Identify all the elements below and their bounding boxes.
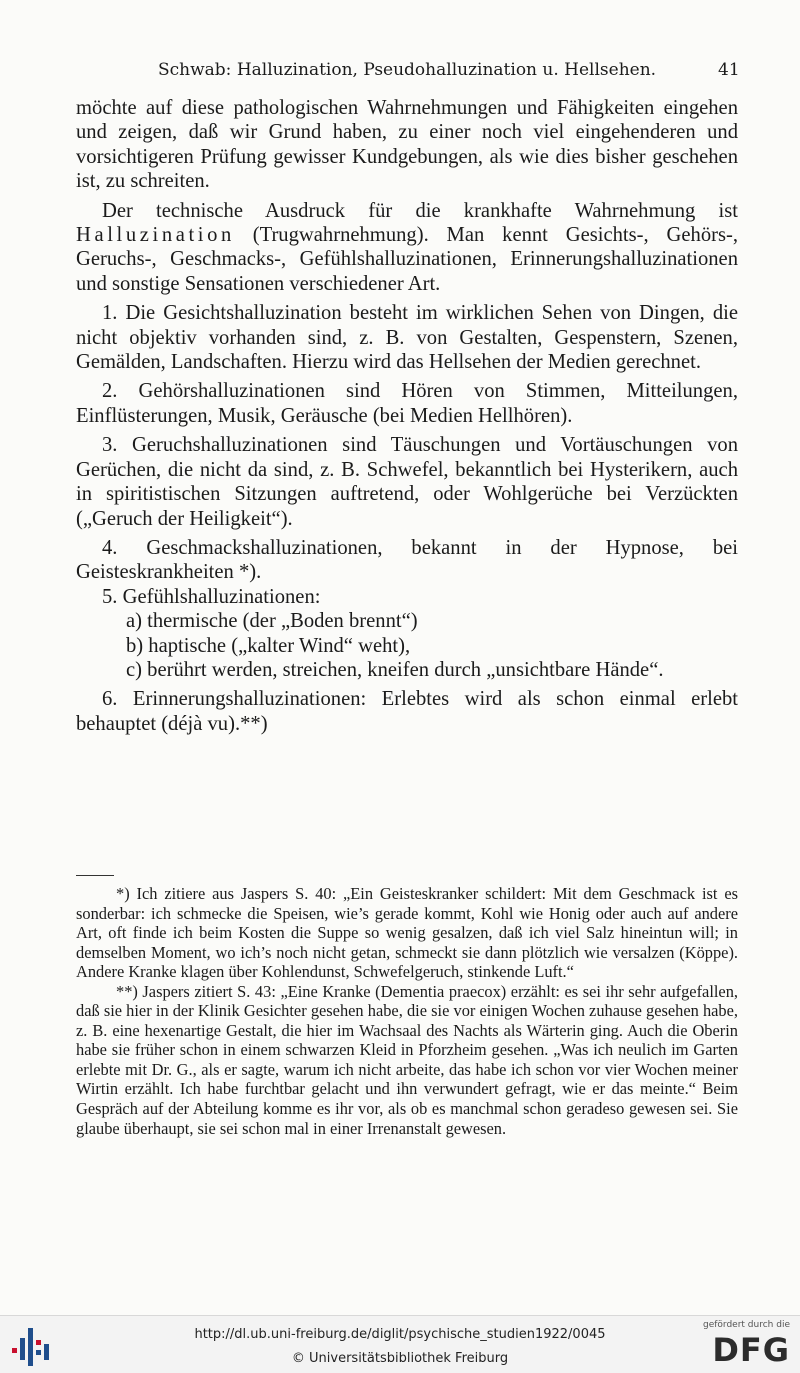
body-text bbox=[76, 96, 738, 736]
emphasized-term: Halluzination bbox=[76, 224, 235, 247]
permalink[interactable]: http://dl.ub.uni-freiburg.de/diglit/psychische_studien1922/0045 bbox=[194, 1327, 606, 1342]
funder-note: gefördert durch die bbox=[703, 1320, 790, 1330]
copyright: © Universitätsbibliothek Freiburg bbox=[291, 1351, 509, 1366]
subitem-c: c) berührt werden, streichen, kneifen durch „unsichtbare Hände“. bbox=[126, 658, 664, 681]
subitem-a: a) thermische (der „Boden brennt“) bbox=[126, 610, 418, 633]
paragraph-definition: Der technische Ausdruck für die krankhafte Wahrnehmung ist Halluzination (Trugwahrnehmung). Man kennt Gesichts-, Gehörs-, Geruchs-, Geschmacks-, Gefühlshalluzinationen, Erinnerungshalluzinationen und sonstige Sensationen verschiedener Art. bbox=[76, 199, 738, 295]
footnote-rule bbox=[76, 875, 114, 876]
item-4: 4. Geschmackshalluzinationen, bekannt in der Hypnose, bei Geisteskrankheiten *). bbox=[76, 536, 738, 584]
item-1: 1. Die Gesichtshalluzination besteht im wirklichen Sehen von Dingen, die nicht objektiv vorhanden sind, z. B. von Gestalten, Gespenstern, Szenen, Gemälden, Landschaften. Hierzu wird das Hellsehen der Medien gerechnet. bbox=[76, 302, 738, 374]
item-6: 6. Erinnerungshalluzinationen: Erlebtes wird als schon einmal erlebt behauptet (déjà vu).**) bbox=[76, 688, 738, 735]
page-number: 41 bbox=[718, 60, 740, 80]
viewer-footer-bar bbox=[0, 1315, 800, 1373]
item-5: 5. Gefühlshalluzinationen: bbox=[102, 585, 321, 608]
footnote-1: *) Ich zitiere aus Jaspers S. 40: „Ein Geisteskranker schildert: Mit dem Geschmack ist es sonderbar: ich schmecke die Speisen, wie’s gerade kommt, Kohl wie Honig oder auch auf andere Art, oft finde ich beim Kosten die Suppe so wenig gesalzen, daß ich viel Salz hineintun will; in demselben Moment, wo ich’s noch nicht getan, schmeckt sie dann plötzlich wie versalzen (Köppe). Andere Kranke klagen über Kohlendunst, Schwefelgeruch, stinkende Luft.“ bbox=[76, 884, 738, 982]
item-3: 3. Geruchshalluzinationen sind Täuschungen und Vortäuschungen von Gerüchen, die nicht da sind, z. B. Schwefel, bekanntlich bei Hysterikern, auch in spiritistischen Sitzungen auftretend, oder Wohlgerüche bei Verzückten („Geruch der Heiligkeit“). bbox=[76, 434, 738, 530]
footnote-2: **) Jaspers zitiert S. 43: „Eine Kranke (Dementia praecox) erzählt: es sei ihr sehr aufgefallen, daß sie hier in der Klinik Gesichter gesehen habe, die sie vor einigen Wochen zuhause gesehen habe, z. B. eine hexenartige Gestalt, die hier im Wachsaal des Nachts als Wärterin ging. Auch die Oberin habe sie früher schon in einem schwarzen Kleid in Pforzheim gesehen. „Was ich neulich im Garten erlebte mit Dr. G., als er sagte, warum ich nicht arbeite, das habe ich schon vor vier Wochen meiner Wirtin erzählt. Ich habe furchtbar gelacht und ihn verwundert gefragt, wie er das meinte.“ Beim Gespräch auf der Abteilung komme es ihr vor, als ob es manchmal schon geradeso gewesen sei. Sie glaube überhaupt, sie sei schon mal in einer Irrenanstalt gewesen. bbox=[76, 981, 738, 1138]
subitem-b: b) haptische („kalter Wind“ weht), bbox=[126, 634, 411, 657]
footnotes bbox=[76, 884, 738, 1138]
dfg-logo: DFG bbox=[712, 1331, 790, 1369]
running-title: Schwab: Halluzination, Pseudohalluzination u. Hellsehen. bbox=[158, 60, 657, 80]
paragraph-intro: möchte auf diese pathologischen Wahrnehmungen und Fähigkeiten eingehen und zeigen, daß wir Grund haben, zu einer noch viel eingehenderen und vorsichtigeren Prüfung gewisser Kundgebungen, als wie dies bisher geschehen ist, zu schreiten. bbox=[76, 97, 738, 193]
item-2: 2. Gehörshalluzinationen sind Hören von Stimmen, Mitteilungen, Einflüsterungen, Musik, Geräusche (bei Medien Hellhören). bbox=[76, 380, 738, 427]
